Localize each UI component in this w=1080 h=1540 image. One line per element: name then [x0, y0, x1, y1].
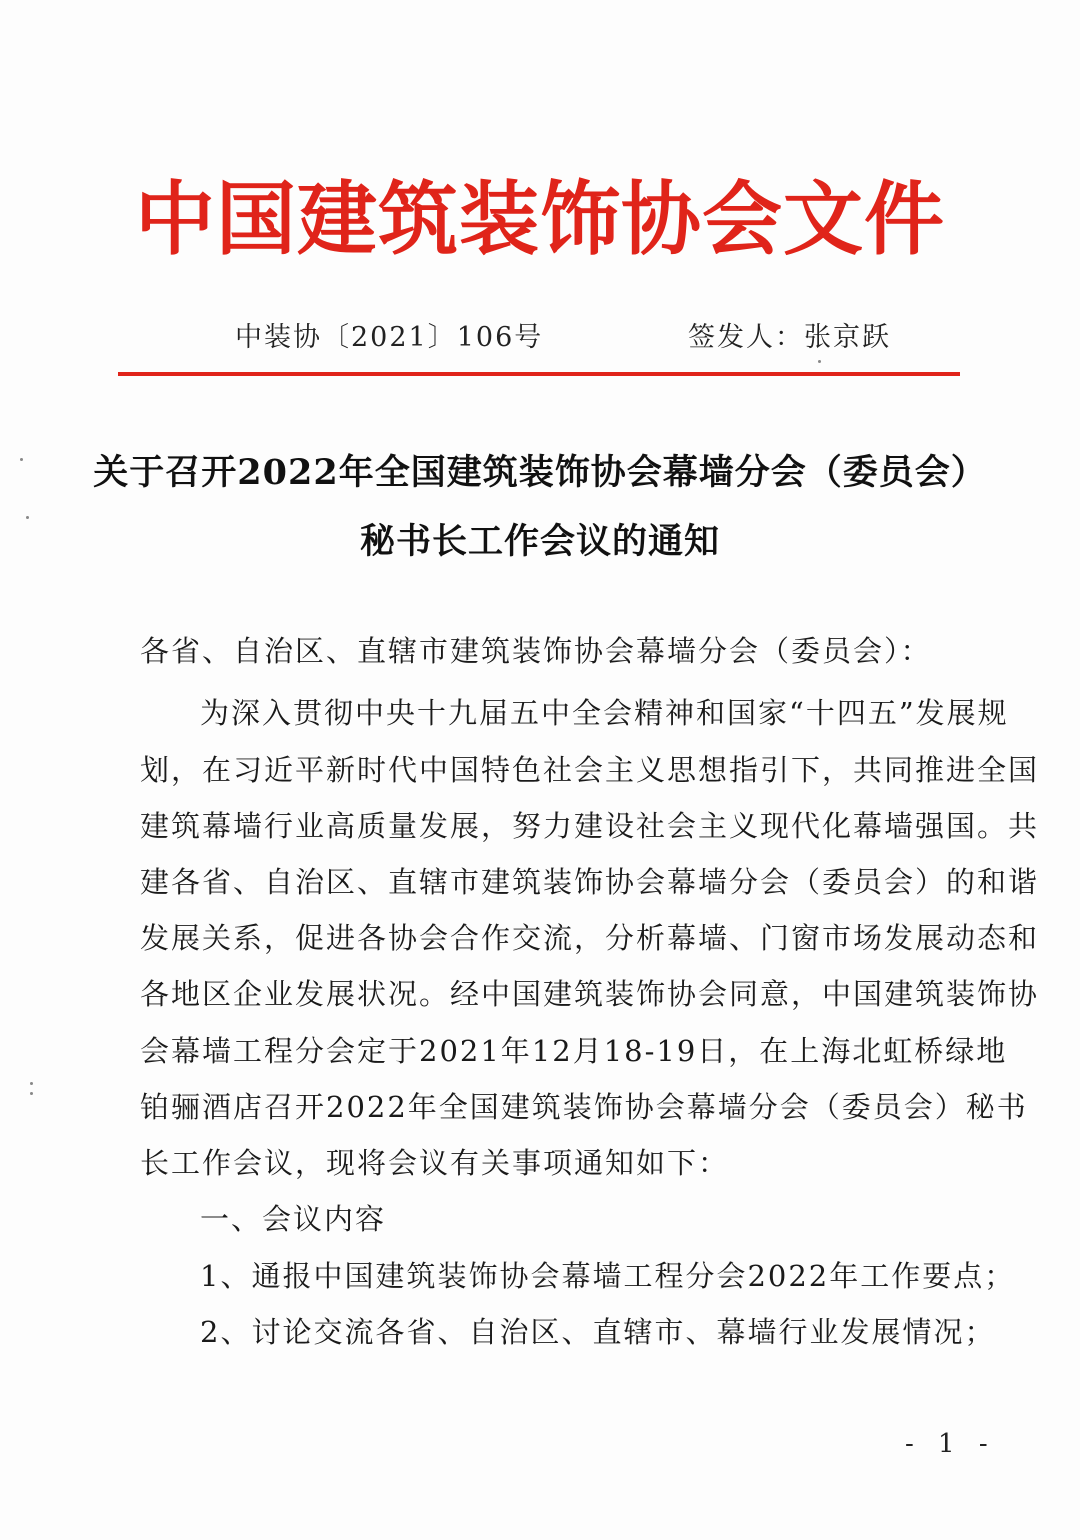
section-heading: 一、会议内容	[200, 1202, 387, 1236]
paragraph-line: 铂骊酒店召开2022年全国建筑装饰协会幕墙分会（委员会）秘书	[140, 1090, 1028, 1124]
paragraph-line: 建各省、自治区、直辖市建筑装饰协会幕墙分会（委员会）的和谐	[140, 865, 1040, 899]
paragraph-line: 各地区企业发展状况。经中国建筑装饰协会同意，中国建筑装饰协	[140, 977, 1040, 1011]
agenda-item: 1、通报中国建筑装饰协会幕墙工程分会2022年工作要点；	[200, 1259, 1016, 1293]
paragraph-line: 发展关系，促进各协会合作交流，分析幕墙、门窗市场发展动态和	[140, 921, 1040, 955]
scan-speck	[30, 1092, 33, 1095]
org-header-title: 中国建筑装饰协会文件	[135, 173, 945, 266]
paragraph-line: 建筑幕墙行业高质量发展，努力建设社会主义现代化幕墙强国。共	[140, 809, 1040, 843]
paragraph-line: 划，在习近平新时代中国特色社会主义思想指引下，共同推进全国	[140, 753, 1040, 787]
red-separator-rule	[118, 372, 960, 376]
agenda-item: 2、讨论交流各省、自治区、直辖市、幕墙行业发展情况；	[200, 1315, 996, 1349]
notice-title-line-1: 关于召开2022年全国建筑装饰协会幕墙分会（委员会）	[93, 452, 987, 493]
scan-speck	[818, 360, 821, 363]
salutation: 各省、自治区、直辖市建筑装饰协会幕墙分会（委员会）：	[140, 634, 932, 668]
paragraph-line: 会幕墙工程分会定于2021年12月18-19日，在上海北虹桥绿地	[140, 1034, 1008, 1068]
scan-speck	[20, 458, 23, 461]
page-number: - 1 -	[905, 1429, 996, 1459]
scan-speck	[26, 516, 29, 519]
paragraph-line: 为深入贯彻中央十九届五中全会精神和国家“十四五”发展规	[200, 696, 1009, 730]
paragraph-line: 长工作会议，现将会议有关事项通知如下：	[140, 1146, 730, 1180]
scan-speck	[30, 1082, 33, 1085]
notice-title-line-2: 秘书长工作会议的通知	[359, 521, 720, 562]
document-number: 中装协〔2021〕106号	[235, 322, 544, 353]
signer-line: 签发人：张京跃	[688, 322, 891, 353]
